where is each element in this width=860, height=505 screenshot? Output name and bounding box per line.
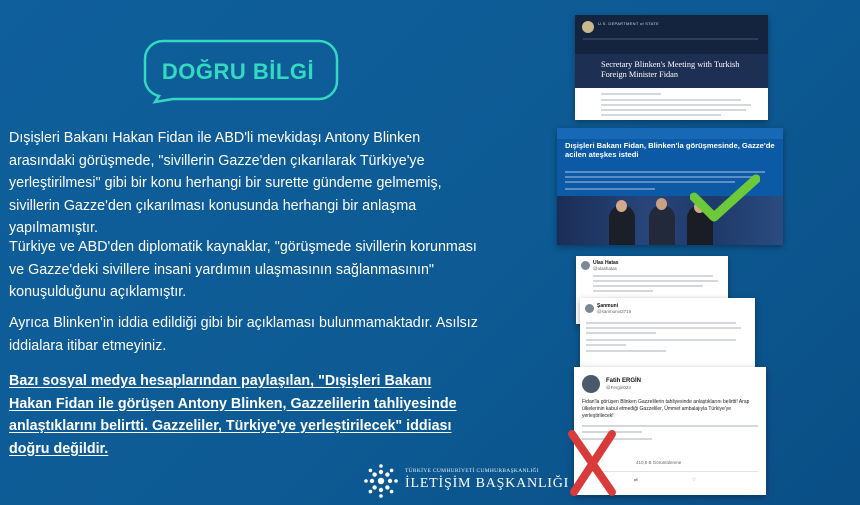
state-dept-header: U.S. DEPARTMENT of STATE [598, 21, 660, 26]
paragraph-warning: Ayrıca Blinken'in iddia edildiği gibi bir açıklaması bulunmamaktadır. Asılsız iddialara itibar etmeyiniz. [9, 315, 478, 354]
badge-label: DOĞRU BİLGİ [161, 59, 315, 84]
tweet-author: Ulas Hatas [593, 260, 619, 266]
logo-title: İLETİŞİM BAŞKANLIĞI [405, 476, 570, 491]
state-seal-icon [582, 21, 594, 33]
iletisim-logo [363, 463, 583, 499]
tweet-author: Şanmuni [597, 303, 619, 309]
tweet-text: Fidan'la görüşen Blinken Gazzelilerin tahliyesinde anlaştıklarını belirtti! Arap ülkelerinin kabul etmediği Gazzeliler, Ümmet ambalajıyla Türkiye'ye yerleştirilecek! [582, 399, 750, 419]
star-emblem-icon [363, 463, 399, 499]
paragraph-claim: Bazı sosyal medya hesaplarından paylaşılan, "Dışişleri Bakanı Hakan Fidan ile görüşen Antony Blinken, Gazzelilerin tahliyesinde anlaştıklarını belirtti. Gazzeliler, Türkiye'ye yerleştirilecek" iddiası doğru değildir. [9, 373, 457, 457]
aa-news-title: Dışişleri Bakanı Fidan, Blinken'la görüşmesinde, Gazze'de acilen ateşkes istedi [565, 141, 775, 159]
avatar [581, 261, 590, 270]
retweet-icon: ⇄ [634, 477, 638, 482]
avatar [585, 304, 594, 313]
state-dept-screenshot [575, 15, 768, 120]
avatar [582, 375, 600, 393]
tweet-handle: @Fergin023 [606, 385, 631, 390]
paragraph-statement: Dışişleri Bakanı Hakan Fidan ile ABD'li mevkidaşı Antony Blinken arasındaki görüşmede, "sivillerin Gazze'den çıkarılarak Türkiye'ye yerleştirilmesi" gibi bir konu herhangi bir surette gündeme gelmemiş, sivillerin Gazze'den çıkarılması konusunda herhangi bir anlaşma yapılmamıştır. [9, 130, 442, 236]
tweet-handle: @ulashatas [593, 266, 617, 271]
tweet-stats: 410,9 B Görüntülenme [636, 460, 682, 465]
check-mark-icon [690, 173, 760, 225]
tweet-author: Fatih ERGİN [606, 378, 642, 384]
state-dept-title: Secretary Blinken's Meeting with Turkish Foreign Minister Fidan [601, 60, 740, 79]
like-icon: ♡ [692, 477, 697, 482]
verdict-badge [143, 38, 339, 102]
cross-mark-icon [566, 428, 620, 498]
tweet-handle: @sanmuni43719 [597, 309, 632, 314]
paragraph-diplomatic: Türkiye ve ABD'den diplomatik kaynaklar, "görüşmede sivillerin korunması ve Gazze'deki sivillere insani yardımın ulaşmasının sağlanmasının" konuşulduğunu açıklamıştır. [9, 239, 477, 300]
logo-subtitle: TÜRKİYE CUMHURİYETİ CUMHURBAŞKANLIĞI [405, 468, 539, 474]
